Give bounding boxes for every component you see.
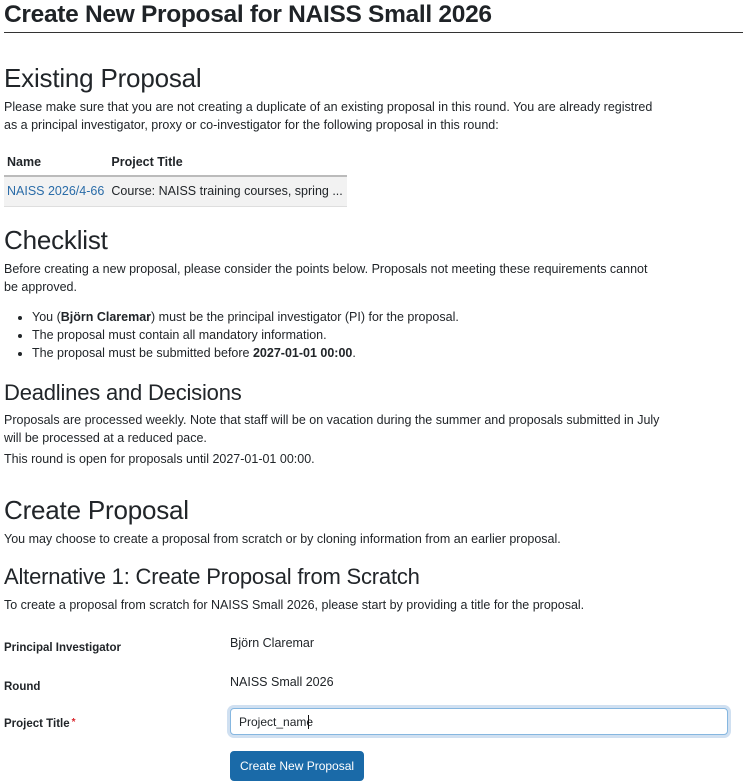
- deadline-date: 2027-01-01 00:00: [252, 346, 353, 361]
- round-value: NAISS Small 2026: [230, 675, 334, 689]
- table-row: [4, 176, 347, 206]
- pi-name: Björn Claremar: [60, 310, 152, 325]
- text-caret: [308, 715, 309, 729]
- existing-proposal-text: Please make sure that you are not creating a duplicate of an existing proposal in this round. You are already registred as a principal investigator, proxy or co-investigator for the following proposal in this round:: [4, 100, 653, 133]
- alternative-1-section: [4, 563, 739, 614]
- cell-name: [4, 176, 108, 206]
- pi-label: Principal Investigator: [4, 642, 121, 654]
- checklist-list: [4, 308, 664, 362]
- checklist-item: • The proposal must be submitted before 2027-01-01 00:00.: [32, 344, 664, 362]
- deadlines-heading: Deadlines and Decisions: [4, 380, 242, 405]
- create-proposal-heading: Create Proposal: [4, 495, 189, 525]
- checklist-item: • The proposal must contain all mandatory information.: [32, 326, 664, 344]
- pi-value: Björn Claremar: [230, 636, 315, 650]
- round-label: Round: [4, 681, 41, 693]
- page-title: Create New Proposal for NAISS Small 2026: [4, 1, 492, 28]
- existing-proposals-table: [4, 150, 347, 206]
- alternative-1-text: To create a proposal from scratch for NAISS Small 2026, please start by providing a title for the proposal.: [4, 598, 585, 612]
- create-proposal-text: You may choose to create a proposal from scratch or by cloning information from an earlier proposal.: [4, 532, 561, 546]
- column-header-name: Name: [4, 150, 108, 176]
- existing-proposal-section: [4, 62, 664, 207]
- checklist-section: [4, 224, 664, 362]
- title-divider: [4, 32, 743, 33]
- column-header-project-title: Project Title: [108, 150, 347, 176]
- deadlines-text: Proposals are processed weekly. Note that staff will be on vacation during the summer and proposals submitted in July will be processed at a reduced pace.: [4, 413, 660, 446]
- table-header-row: [4, 150, 347, 176]
- alternative-1-heading: Alternative 1: Create Proposal from Scratch: [4, 564, 420, 589]
- checklist-text: Before creating a new proposal, please consider the points below. Proposals not meeting these requirements cannot be approved.: [4, 262, 648, 295]
- project-title-input[interactable]: [231, 709, 727, 734]
- round-open-text: This round is open for proposals until 2027-01-01 00:00.: [4, 452, 315, 467]
- create-proposal-section: [4, 494, 664, 548]
- create-new-proposal-button[interactable]: Create New Proposal: [230, 751, 364, 781]
- page: [0, 0, 743, 33]
- proposal-link[interactable]: NAISS 2026/4-66: [7, 184, 105, 199]
- project-title-input-wrapper: [230, 708, 728, 735]
- checklist-item: • You (Björn Claremar) must be the principal investigator (PI) for the proposal.: [32, 308, 664, 326]
- required-marker: *: [71, 717, 76, 728]
- checklist-heading: Checklist: [4, 225, 108, 255]
- cell-project-title: Course: NAISS training courses, spring ...: [108, 176, 347, 206]
- deadlines-section: [4, 379, 664, 468]
- existing-proposal-heading: Existing Proposal: [4, 63, 202, 93]
- project-title-label: Project Title *: [4, 717, 76, 730]
